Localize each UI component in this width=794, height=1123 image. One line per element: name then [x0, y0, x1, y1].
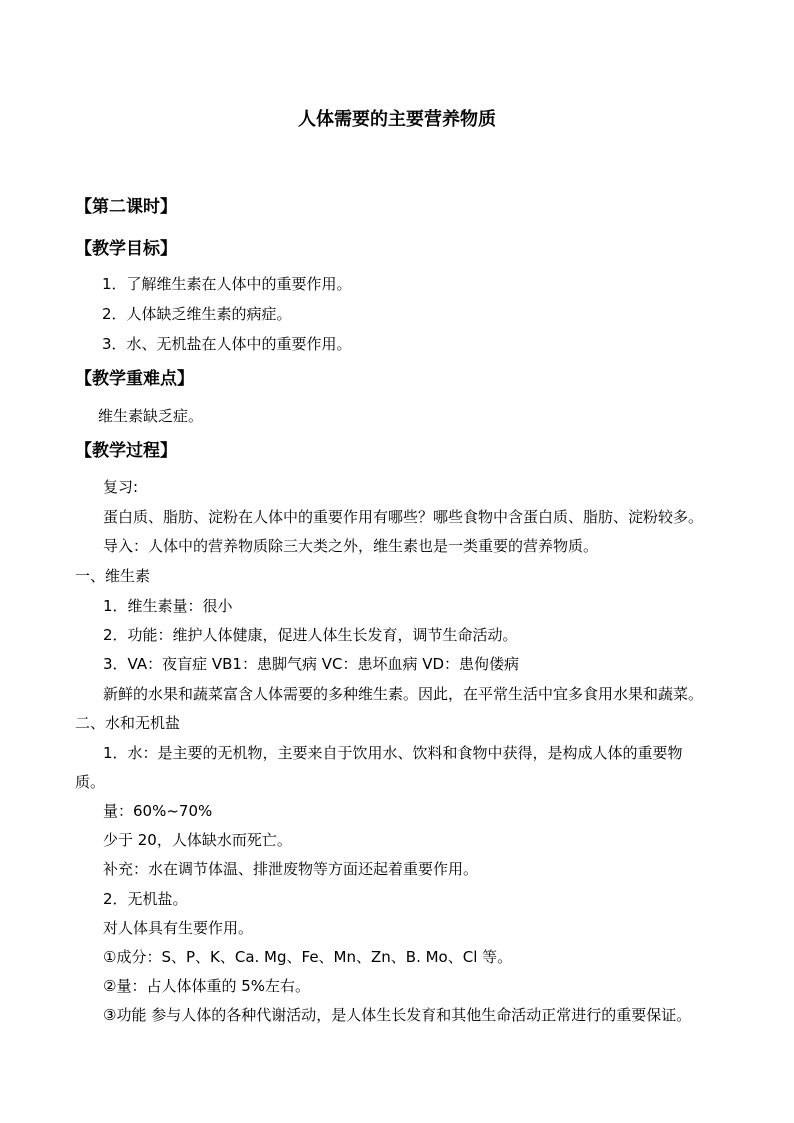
goal-item-1: 1．了解维生素在人体中的重要作用。 — [102, 275, 352, 293]
intro-text: 导入：人体中的营养物质除三大类之外，维生素也是一类重要的营养物质。 — [103, 537, 599, 555]
heading-key-points: 【教学重难点】 — [75, 369, 194, 389]
goal-item-3: 3．水、无机盐在人体中的重要作用。 — [102, 335, 352, 353]
section-water-salt-title: 二、水和无机盐 — [75, 714, 181, 732]
review-label: 复习: — [103, 478, 139, 496]
goal-item-2: 2．人体缺乏维生素的病症。 — [102, 305, 292, 323]
salt-title: 2．无机盐。 — [103, 890, 188, 908]
heading-goals: 【教学目标】 — [75, 239, 177, 259]
heading-process: 【教学过程】 — [75, 441, 177, 461]
vitamin-item-2: 2．功能：维护人体健康，促进人体生长发育，调节生命活动。 — [103, 626, 518, 644]
water-line-1: 1．水：是主要的无机物，主要来自于饮用水、饮料和食物中获得，是构成人体的重要物 — [103, 744, 683, 762]
water-line-2: 质。 — [75, 773, 106, 791]
review-text: 蛋白质、脂肪、淀粉在人体中的重要作用有哪些？哪些食物中含蛋白质、脂肪、淀粉较多。 — [103, 508, 704, 526]
heading-period: 【第二课时】 — [75, 197, 177, 217]
salt-components: ①成分：S、P、K、Ca. Mg、Fe、Mn、Zn、B. Mo、Cl 等。 — [103, 948, 513, 966]
vitamin-item-3: 3．VA：夜盲症 VB1：患脚气病 VC：患坏血病 VD：患佝偻病 — [103, 655, 520, 673]
water-supplement: 补充：水在调节体温、排泄废物等方面还起着重要作用。 — [103, 860, 479, 878]
vitamin-item-1: 1．维生素量：很小 — [103, 597, 233, 615]
vitamin-note: 新鲜的水果和蔬菜富含人体需要的多种维生素。因此，在平常生活中宜多食用水果和蔬菜。 — [103, 685, 704, 703]
salt-function: ③功能 参与人体的各种代谢活动，是人体生长发育和其他生命活动正常进行的重要保证。 — [103, 1006, 692, 1024]
section-vitamins-title: 一、维生素 — [75, 567, 151, 585]
page-title: 人体需要的主要营养物质 — [298, 109, 496, 130]
water-less: 少于 20，人体缺水而死亡。 — [103, 831, 292, 849]
salt-role: 对人体具有生要作用。 — [103, 919, 254, 937]
key-point-text: 维生素缺乏症。 — [98, 407, 204, 425]
water-amount: 量：60%~70% — [103, 802, 213, 820]
salt-amount: ②量：占人体体重的 5%左右。 — [103, 977, 311, 995]
